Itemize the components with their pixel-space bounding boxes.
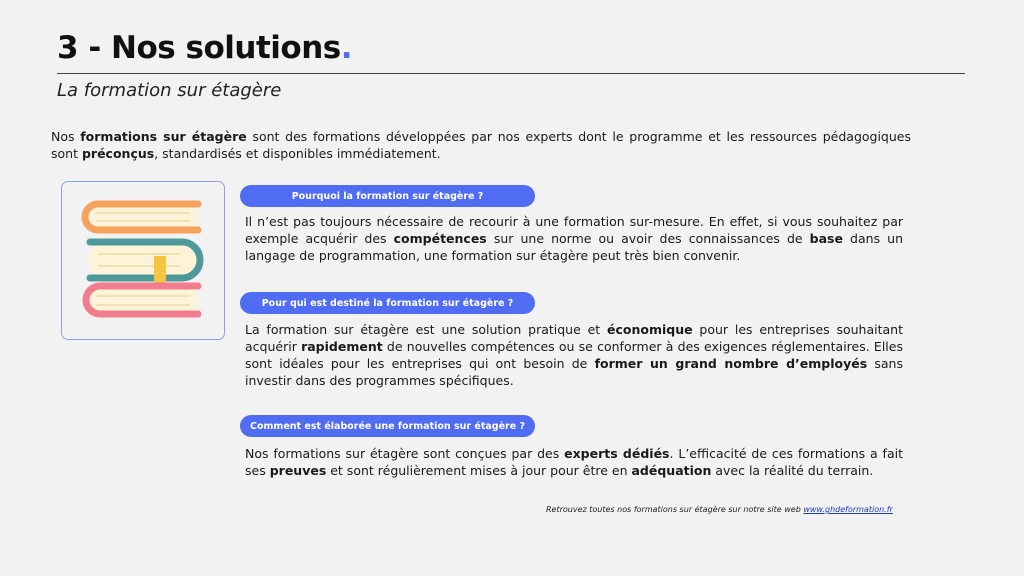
title-divider <box>57 73 965 74</box>
section-text-pourquoi: Il n’est pas toujours nécessaire de recourir à une formation sur-mesure. En effet, si vous souhaitez par exemple acquérir des compétences sur une norme ou avoir des connaissances de base dans un langage de programmation, une formation sur étagère peut très bien convenir. <box>245 214 903 263</box>
footer-note: Retrouvez toutes nos formations sur étagère sur notre site web www.ghdeformation.fr <box>546 505 893 514</box>
section-text-pour-qui: La formation sur étagère est une solution pratique et économique pour les entreprises souhaitant acquérir rapidement de nouvelles compétences ou se conformer à des exigences réglementaires. Elles sont idéales pour les entreprises qui ont besoin de former un grand nombre d’employés sans investir dans des programmes spécifiques. <box>245 322 903 388</box>
website-link[interactable]: www.ghdeformation.fr <box>803 505 893 514</box>
title-dot: . <box>340 30 352 66</box>
page-title: 3 - Nos solutions. <box>57 30 352 66</box>
section-heading-pourquoi: Pourquoi la formation sur étagère ? <box>240 185 535 207</box>
page-subtitle: La formation sur étagère <box>57 80 282 101</box>
intro-paragraph: Nos formations sur étagère sont des formations développées par nos experts dont le programme et les ressources pédagogiques sont préconçus, standardisés et disponibles immédiatement. <box>51 129 911 161</box>
section-heading-comment: Comment est élaborée une formation sur étagère ? <box>240 415 535 437</box>
books-stack-icon <box>62 182 224 339</box>
section-heading-pour-qui: Pour qui est destiné la formation sur étagère ? <box>240 292 535 314</box>
section-text-comment: Nos formations sur étagère sont conçues par des experts dédiés. L’efficacité de ces formations a fait ses preuves et sont régulièrement mises à jour pour être en adéquation avec la réalité du terrain. <box>245 446 903 478</box>
books-illustration-box <box>61 181 225 340</box>
